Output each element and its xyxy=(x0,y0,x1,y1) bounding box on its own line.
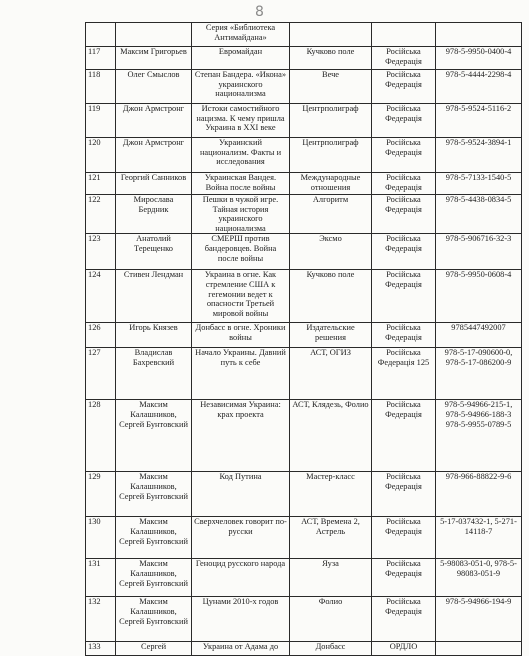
publisher-cell: Вече xyxy=(290,70,372,104)
author-cell: Максим Григорьев xyxy=(116,47,192,70)
publisher-cell: Алгоритм xyxy=(290,195,372,234)
title-cell: Истоки самостийного нацизма. К чему пришла Украина в XXI веке xyxy=(192,104,290,138)
table-row xyxy=(86,323,522,348)
isbn-cell: 978-5-17-090600-0, 978-5-17-086200-9 xyxy=(436,348,522,400)
isbn-cell: 978-5-4444-2298-4 xyxy=(436,70,522,104)
title-cell: Пешки в чужой игре. Тайная история украинского национализма xyxy=(192,195,290,234)
row-number: 121 xyxy=(86,173,116,195)
publisher-cell: Донбасс xyxy=(290,642,372,656)
cell-empty xyxy=(86,23,116,47)
country-cell: Російська Федерація xyxy=(372,559,436,597)
author-cell: Олег Смыслов xyxy=(116,70,192,104)
title-cell: Независимая Украина: крах проекта xyxy=(192,400,290,472)
country-cell: Російська Федерація xyxy=(372,70,436,104)
country-cell: Російська Федерація xyxy=(372,270,436,323)
country-cell: Російська Федерація 125 xyxy=(372,348,436,400)
cell-empty xyxy=(436,23,522,47)
publisher-cell: АСТ, Времена 2, Астрель xyxy=(290,517,372,559)
isbn-cell: 978-5-4438-0834-5 xyxy=(436,195,522,234)
row-number: 120 xyxy=(86,138,116,173)
title-cell: Украинский национализм. Факты и исследования xyxy=(192,138,290,173)
table-row xyxy=(86,173,522,195)
author-cell: Владислав Бахревский xyxy=(116,348,192,400)
cell-empty xyxy=(372,23,436,47)
country-cell: Російська Федерація xyxy=(372,597,436,642)
publisher-cell: Центрполиграф xyxy=(290,138,372,173)
isbn-cell: 978-966-88822-9-6 xyxy=(436,472,522,517)
author-cell: Сергей xyxy=(116,642,192,656)
country-cell: Російська Федерація xyxy=(372,104,436,138)
country-cell: Російська Федерація xyxy=(372,400,436,472)
title-cell: Донбасс в огне. Хроники войны xyxy=(192,323,290,348)
isbn-cell: 978-5-906716-32-3 xyxy=(436,234,522,270)
table-row xyxy=(86,270,522,323)
country-cell: Російська Федерація xyxy=(372,323,436,348)
publisher-cell: Центрполиграф xyxy=(290,104,372,138)
publisher-cell: Кучково поле xyxy=(290,270,372,323)
table-row xyxy=(86,400,522,472)
author-cell: Мирослава Бердник xyxy=(116,195,192,234)
country-cell: Російська Федерація xyxy=(372,195,436,234)
row-number: 119 xyxy=(86,104,116,138)
table-row xyxy=(86,47,522,70)
author-cell: Максим Калашников, Сергей Бунтовский xyxy=(116,597,192,642)
country-cell: Російська Федерація xyxy=(372,173,436,195)
title-cell: Сверхчеловек говорит по-русски xyxy=(192,517,290,559)
title-cell: Евромайдан xyxy=(192,47,290,70)
author-cell: Максим Калашников, Сергей Бунтовский xyxy=(116,400,192,472)
author-cell: Джон Армстронг xyxy=(116,104,192,138)
author-cell: Максим Калашников, Сергей Бунтовский xyxy=(116,472,192,517)
isbn-cell: 978-5-9950-0608-4 xyxy=(436,270,522,323)
table-row xyxy=(86,104,522,138)
table-row xyxy=(86,597,522,642)
isbn-cell: 978-5-9524-5116-2 xyxy=(436,104,522,138)
country-cell: Російська Федерація xyxy=(372,472,436,517)
isbn-cell: 978-5-9524-3894-1 xyxy=(436,138,522,173)
row-number: 131 xyxy=(86,559,116,597)
publisher-cell: Кучково поле xyxy=(290,47,372,70)
row-number: 123 xyxy=(86,234,116,270)
cell-empty xyxy=(290,23,372,47)
country-cell: Російська Федерація xyxy=(372,138,436,173)
page-number: 8 xyxy=(255,4,264,20)
title-cell: Украина в огне. Как стремление США к гегемонии ведет к опасности Третьей мировой войны xyxy=(192,270,290,323)
row-number: 117 xyxy=(86,47,116,70)
cell-empty xyxy=(116,23,192,47)
row-number: 126 xyxy=(86,323,116,348)
isbn-cell: 5-98083-051-0, 978-5-98083-051-9 xyxy=(436,559,522,597)
isbn-cell: 5-17-037432-1, 5-271-14118-7 xyxy=(436,517,522,559)
title-cell: Украина от Адама до xyxy=(192,642,290,656)
table-row xyxy=(86,517,522,559)
country-cell: Російська Федерація xyxy=(372,517,436,559)
author-cell: Игорь Князев xyxy=(116,323,192,348)
table-row xyxy=(86,195,522,234)
isbn-cell: 9785447492007 xyxy=(436,323,522,348)
isbn-cell: 978-5-94966-194-9 xyxy=(436,597,522,642)
publisher-cell: Мастер-класс xyxy=(290,472,372,517)
publisher-cell: Яуза xyxy=(290,559,372,597)
title-cell: Начало Украины. Давний путь к себе xyxy=(192,348,290,400)
author-cell: Максим Калашников, Сергей Бунтовский xyxy=(116,559,192,597)
author-cell: Стивен Лендман xyxy=(116,270,192,323)
publisher-cell: Издательские решения xyxy=(290,323,372,348)
isbn-cell: 978-5-7133-1540-5 xyxy=(436,173,522,195)
publisher-cell: Фолио xyxy=(290,597,372,642)
table-row xyxy=(86,348,522,400)
isbn-cell: 978-5-9950-0400-4 xyxy=(436,47,522,70)
title-cell: Степан Бандера. «Икона» украинского национализма xyxy=(192,70,290,104)
title-cell: Цунами 2010-х годов xyxy=(192,597,290,642)
country-cell: ОРДЛО xyxy=(372,642,436,656)
row-number: 133 xyxy=(86,642,116,656)
table-row xyxy=(86,138,522,173)
title-cell: Код Путина xyxy=(192,472,290,517)
publisher-cell: Международные отношения xyxy=(290,173,372,195)
table-row xyxy=(86,70,522,104)
row-number: 129 xyxy=(86,472,116,517)
row-number: 124 xyxy=(86,270,116,323)
table-row xyxy=(86,472,522,517)
country-cell: Російська Федерація xyxy=(372,47,436,70)
row-number: 118 xyxy=(86,70,116,104)
book-registry-table xyxy=(85,22,522,656)
country-cell: Російська Федерація xyxy=(372,234,436,270)
row-number: 127 xyxy=(86,348,116,400)
author-cell: Анатолий Терещенко xyxy=(116,234,192,270)
publisher-cell: АСТ, Клядезь, Фолио xyxy=(290,400,372,472)
title-cell: Геноцид русского народа xyxy=(192,559,290,597)
row-number: 128 xyxy=(86,400,116,472)
title-cell: СМЕРШ против бандеровцев. Война после войны xyxy=(192,234,290,270)
author-cell: Максим Калашников, Сергей Бунтовский xyxy=(116,517,192,559)
table-row xyxy=(86,234,522,270)
title-cell: Украинская Вандея. Война после войны xyxy=(192,173,290,195)
row-number: 122 xyxy=(86,195,116,234)
publisher-cell: Эксмо xyxy=(290,234,372,270)
row-number: 132 xyxy=(86,597,116,642)
series-title: Серия «Библиотека Антимайдана» xyxy=(192,23,290,47)
publisher-cell: АСТ, ОГИЗ xyxy=(290,348,372,400)
author-cell: Георгий Санников xyxy=(116,173,192,195)
series-header-row xyxy=(86,23,522,47)
table-row xyxy=(86,559,522,597)
isbn-cell: 978-5-94966-215-1, 978-5-94966-188-3 978-5-9955-0789-5 xyxy=(436,400,522,472)
row-number: 130 xyxy=(86,517,116,559)
author-cell: Джон Армстронг xyxy=(116,138,192,173)
